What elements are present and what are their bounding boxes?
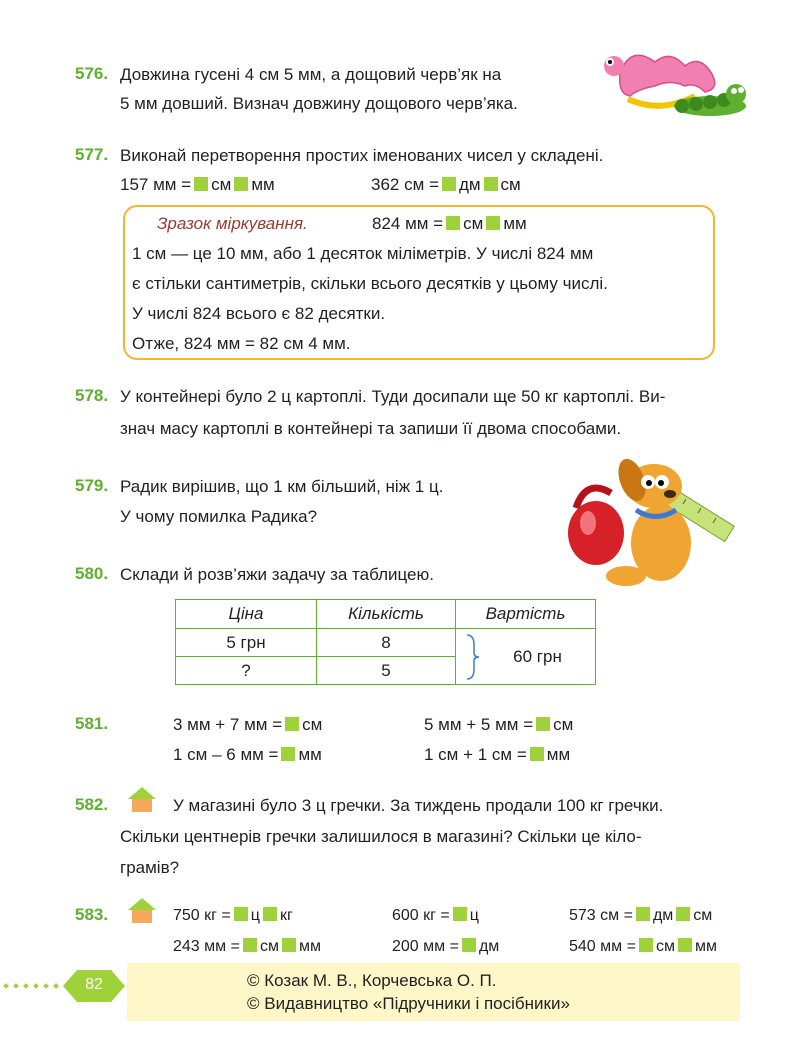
sample-title: Зразок міркування. [157,214,308,233]
footer-line2: © Видавництво «Підручники і посібники» [247,994,570,1013]
answer-square [462,938,476,952]
exercise-581-number: 581. [75,714,109,733]
exercise-579-line2: У чому помилка Радика? [120,507,318,526]
exercise-582-line3: грамів? [120,858,180,877]
answer-square [234,177,248,191]
price-table [175,599,596,685]
sample-line2: є стільки сантиметрів, скільки всього десятків у цьому числі. [132,274,608,293]
homework-house-icon [127,785,157,813]
answer-square [486,216,500,230]
answer-square [676,907,690,921]
answer-square [484,177,498,191]
exercise-583-item: 600 кг = ц [392,907,479,924]
exercise-581-d: 1 см + 1 см = мм [424,745,571,764]
caterpillar-illustration [600,44,750,126]
table-total-cell: 60 грн [456,629,596,685]
table-cell: ? [176,657,317,685]
sample-line3: У числі 824 всього є 82 десятки. [132,304,386,323]
page-number-badge [63,968,125,1004]
decorative-dots [2,979,64,993]
answer-square [285,717,299,731]
table-header: Кількість [317,600,456,629]
exercise-577-number: 577. [75,145,109,164]
exercise-577-line1: Виконай перетворення простих іменованих чисел у складені. [120,146,604,165]
answer-square [282,938,296,952]
exercise-578-line1: У контейнері було 2 ц картоплі. Туди досипали ще 50 кг картоплі. Ви- [120,387,666,406]
answer-square [536,717,550,731]
exercise-583-item: 200 мм = дм [392,938,500,955]
exercise-581-b: 5 мм + 5 мм = см [424,715,574,734]
answer-square [530,747,544,761]
answer-square [636,907,650,921]
table-cell: 5 грн [176,629,317,657]
sample-line4: Отже, 824 мм = 82 см 4 мм. [132,334,351,353]
exercise-582-line2: Скільки центнерів гречки залишилося в магазині? Скільки це кіло- [120,827,642,846]
answer-square [234,907,248,921]
exercise-583-item: 540 мм = см мм [569,938,717,955]
answer-square [446,216,460,230]
table-header: Вартість [456,600,596,629]
exercise-577-a: 157 мм = см мм [120,175,275,194]
exercise-582-number: 582. [75,795,109,814]
answer-square [453,907,467,921]
exercise-582-line1: У магазині було 3 ц гречки. За тиждень продали 100 кг гречки. [173,796,664,815]
page-number: 82 [85,976,103,993]
table-header: Ціна [176,600,317,629]
exercise-581-a: 3 мм + 7 мм = см [173,715,323,734]
answer-square [639,938,653,952]
answer-square [442,177,456,191]
exercise-576-number: 576. [75,64,109,83]
exercise-581-c: 1 см – 6 мм = мм [173,745,322,764]
answer-square [263,907,277,921]
exercise-583-number: 583. [75,905,109,924]
exercise-576-line1: Довжина гусені 4 см 5 мм, а дощовий черв’як на [120,65,502,84]
dog-with-ruler-illustration [566,448,742,590]
brace-icon [464,633,482,681]
sample-line1: 1 см — це 10 мм, або 1 десяток міліметрів. У числі 824 мм [132,244,594,263]
exercise-583-item: 243 мм = см мм [173,938,321,955]
exercise-580-number: 580. [75,564,109,583]
sample-equation: 824 мм = см мм [372,214,527,233]
answer-square [194,177,208,191]
answer-square [678,938,692,952]
table-cell: 5 [317,657,456,685]
exercise-576-line2: 5 мм довший. Визнач довжину дощового черв’яка. [120,94,518,113]
footer-line1: © Козак М. В., Корчевська О. П. [247,971,497,990]
exercise-579-number: 579. [75,476,109,495]
footer [127,963,740,1021]
exercise-578-line2: знач масу картоплі в контейнері та запиши її двома способами. [120,419,622,438]
exercise-580-line1: Склади й розв’яжи задачу за таблицею. [120,565,434,584]
exercise-583-item: 750 кг = ц кг [173,907,293,924]
exercise-579-line1: Радик вирішив, що 1 км більший, ніж 1 ц. [120,477,444,496]
table-cell: 8 [317,629,456,657]
exercise-583-item: 573 см = дм см [569,907,713,924]
answer-square [243,938,257,952]
answer-square [281,747,295,761]
exercise-577-b: 362 см = дм см [371,175,521,194]
homework-house-icon [127,896,157,924]
exercise-578-number: 578. [75,386,109,405]
